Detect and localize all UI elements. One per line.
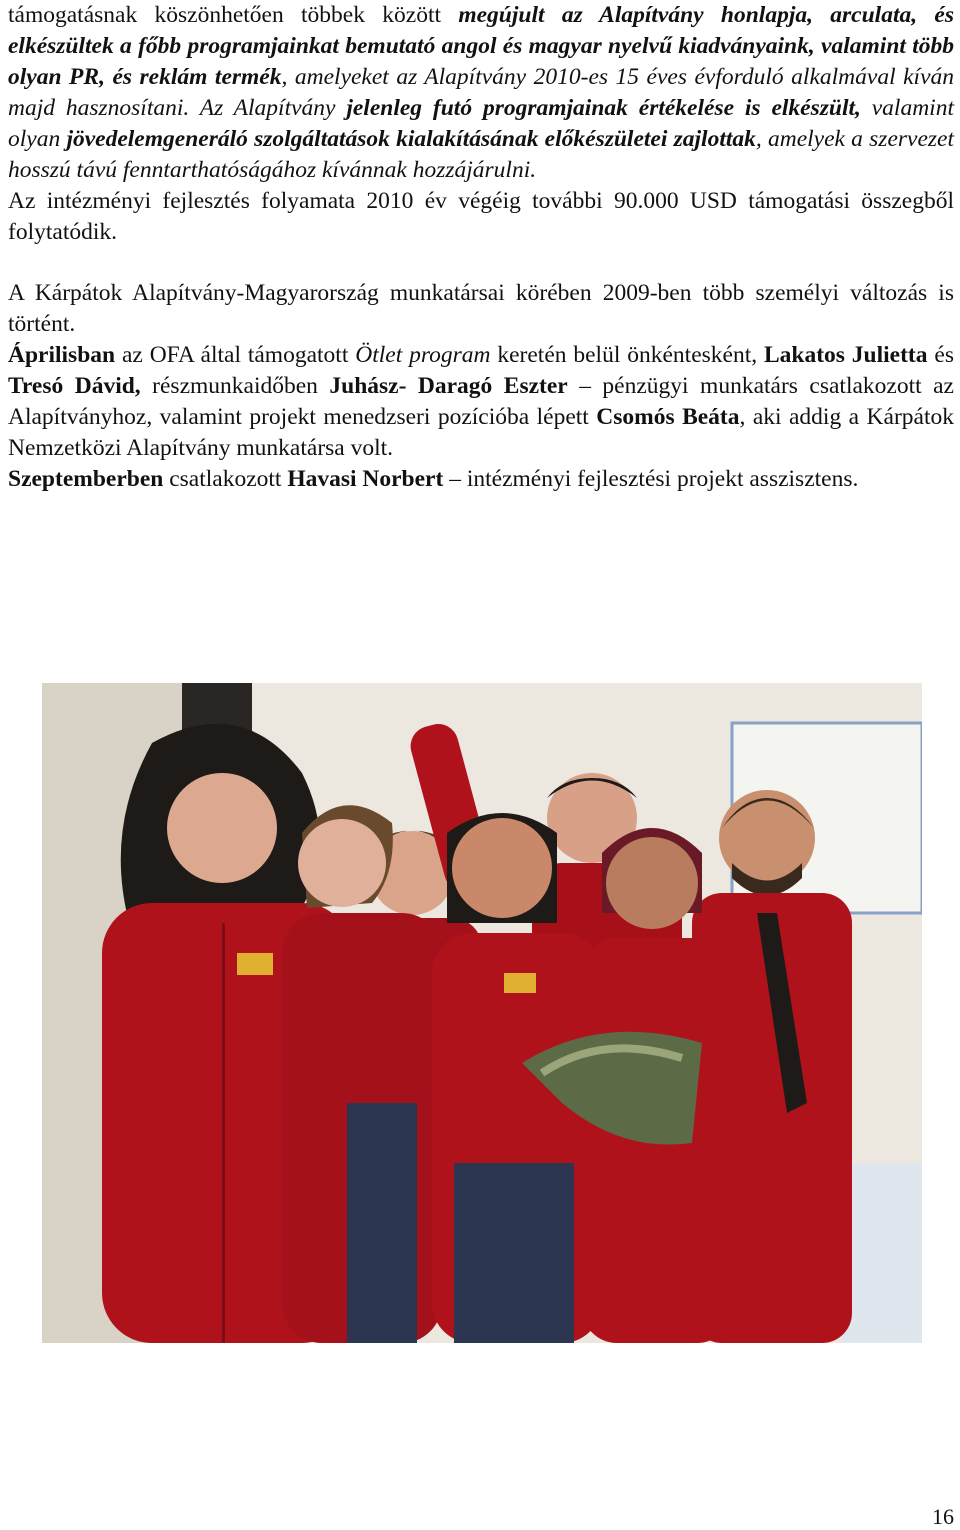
paragraph-september: [8, 464, 954, 495]
text-span: és: [927, 342, 954, 368]
body-text: [8, 0, 954, 495]
paragraph-april: [8, 340, 954, 464]
text-span: részmunkaidőben: [140, 373, 330, 399]
team-photo: [42, 683, 922, 1343]
italic-span: Ötlet program: [355, 342, 491, 368]
text-span: – pénzügyi munkatárs csatlakozott az Alapítványhoz, valamint projekt menedzseri pozícióba lépett: [8, 373, 954, 430]
bold-span: Juhász- Daragó Eszter: [329, 373, 568, 399]
italic-span: , amelyek a szervezet hosszú távú fenntarthatóságához kívánnak hozzájárulni.: [8, 126, 954, 183]
text-span: az OFA által támogatott: [115, 342, 356, 368]
bold-italic-span: megújult az Alapítvány honlapja, arculata, és elkészültek a főbb programjainkat bemutató angol és magyar nyelvű kiadványaink, valamint több olyan PR, és reklám termék: [8, 2, 954, 90]
bold-italic-span: jelenleg futó programjainak értékelése is elkészült,: [346, 95, 861, 121]
bold-italic-span: jövedelemgeneráló szolgáltatások kialakításának előkészületei zajlottak: [66, 126, 756, 152]
bag: [842, 1163, 922, 1343]
bold-span: Áprilisban: [8, 342, 116, 368]
paragraph-institutional-development: Az intézményi fejlesztés folyamata 2010 év végéig további 90.000 USD támogatási összegből folytatódik.: [8, 188, 954, 245]
italic-span: , amelyeket az Alapítvány 2010-es 15 éves évforduló alkalmával kíván majd hasznosítani. Az Alapítvány: [8, 64, 954, 121]
text-span: támogatásnak köszönhetően többek között: [8, 2, 459, 28]
paragraph-website: [8, 0, 954, 186]
text-span: – intézményi fejlesztési projekt asszisztens.: [443, 466, 859, 492]
italic-span: valamint olyan: [8, 95, 954, 152]
bold-span: Csomós Beáta: [596, 404, 740, 430]
bold-span: Havasi Norbert: [287, 466, 444, 492]
bold-span: Lakatos Julietta: [763, 342, 928, 368]
text-span: , aki addig a Kárpátok Nemzetközi Alapítvány munkatársa volt.: [8, 404, 954, 461]
text-span: csatlakozott: [163, 466, 288, 492]
text-span: keretén belül önkéntesként,: [490, 342, 764, 368]
bold-span: Szeptemberben: [8, 466, 164, 492]
page-number: 16: [932, 1504, 954, 1529]
bold-span: Tresó Dávid,: [8, 373, 141, 399]
team-photo-illustration: [42, 683, 922, 1343]
paragraph-staff-changes: A Kárpátok Alapítvány-Magyarország munkatársai körében 2009-ben több személyi változás is történt.: [8, 280, 954, 337]
